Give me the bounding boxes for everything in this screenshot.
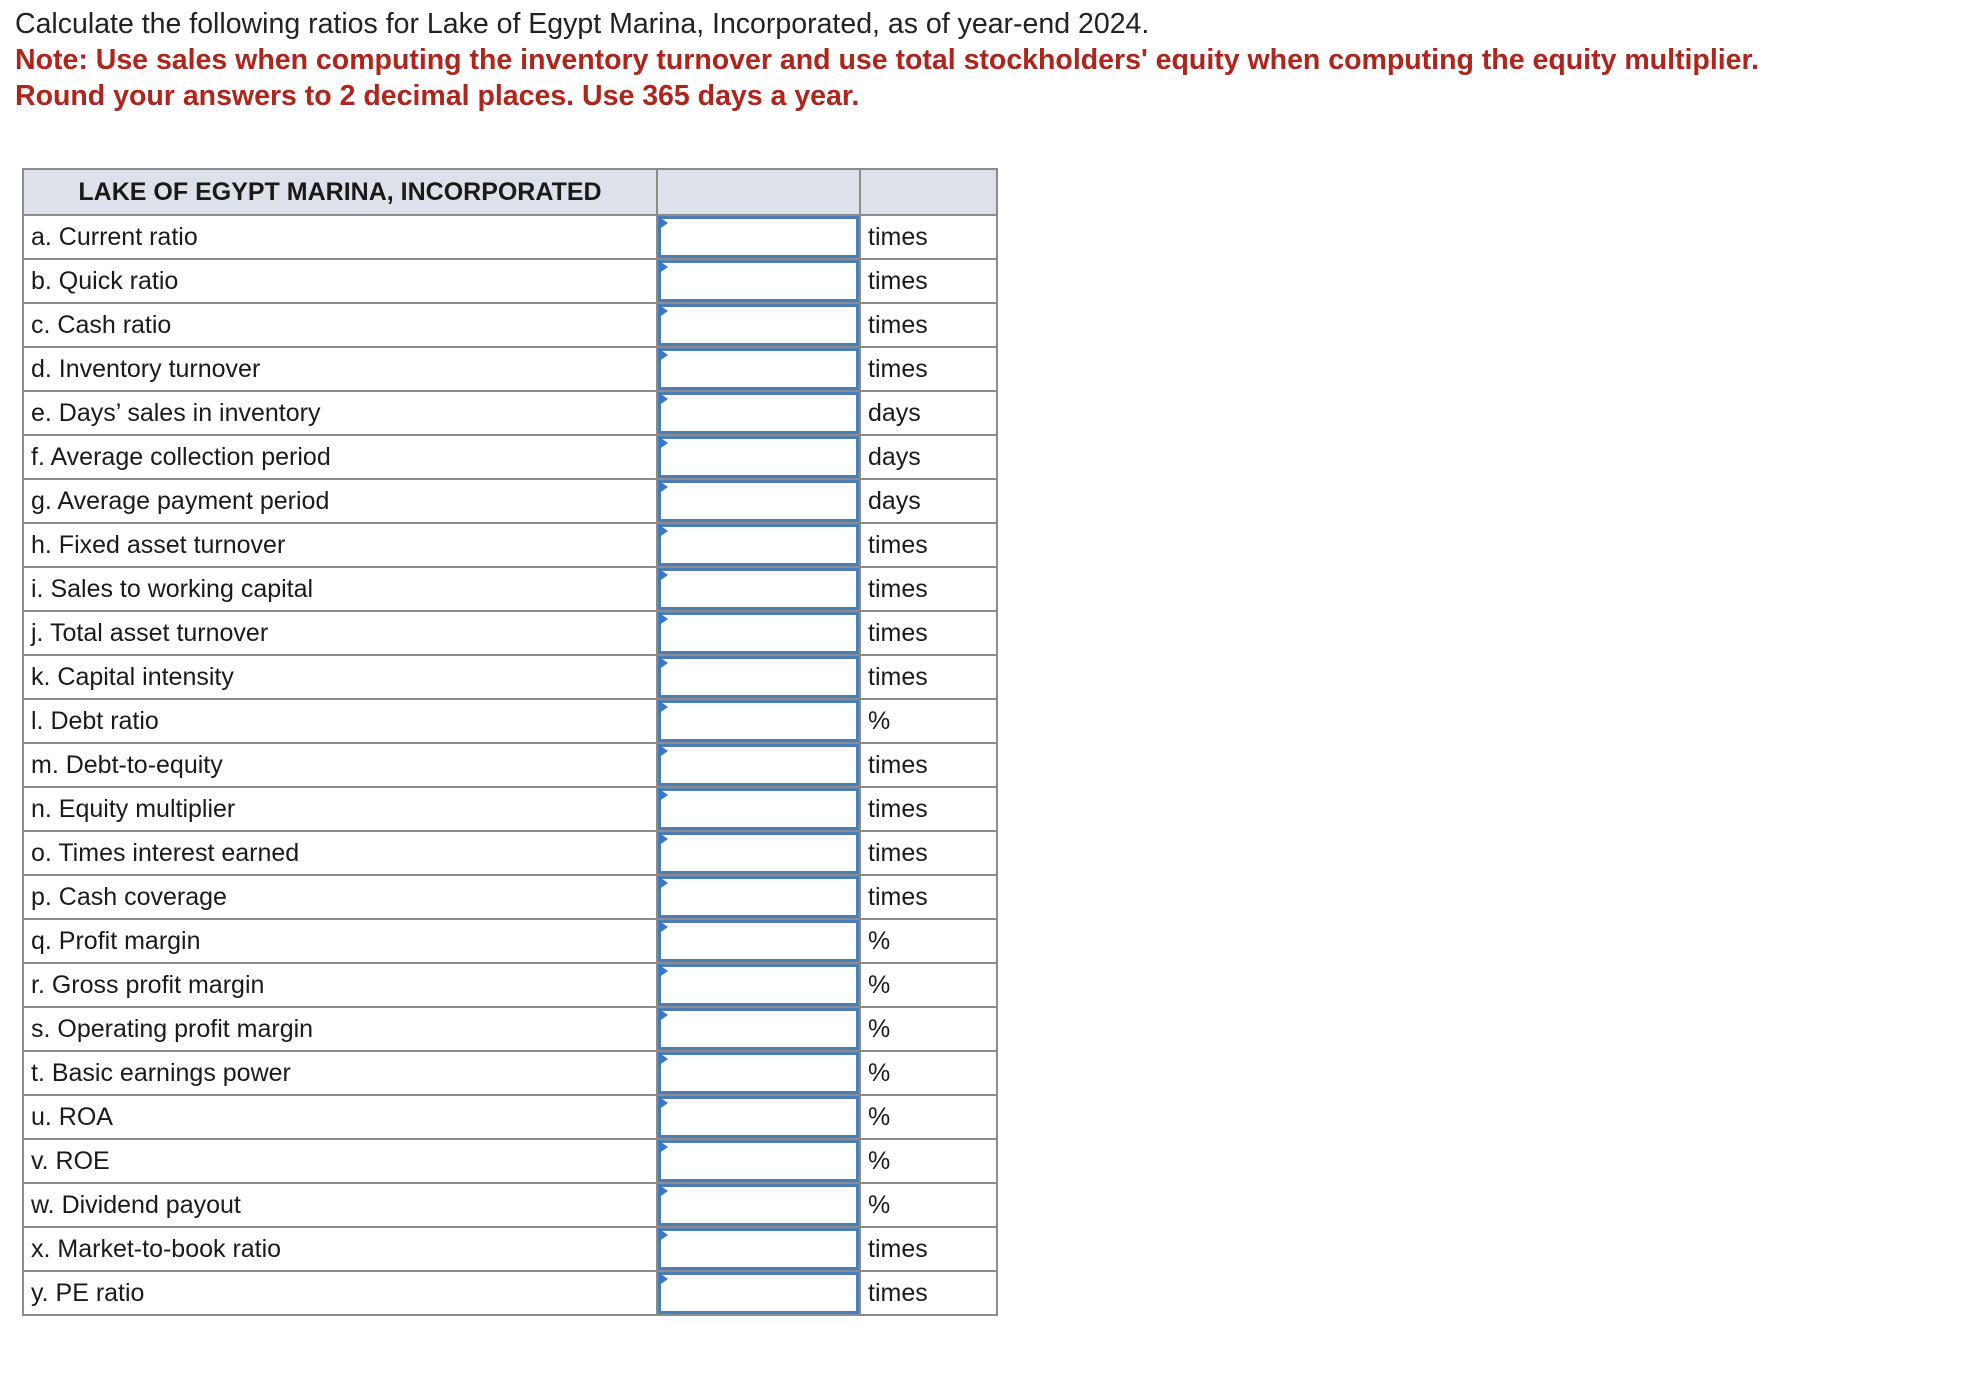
ratio-unit: times: [860, 1227, 997, 1271]
ratio-label: g. Average payment period: [23, 479, 657, 523]
ratio-answer-input[interactable]: [658, 348, 859, 390]
ratio-input-cell: [657, 1227, 860, 1271]
ratio-input-cell: [657, 435, 860, 479]
table-row: [23, 523, 997, 567]
ratio-label: o. Times interest earned: [23, 831, 657, 875]
ratio-unit: %: [860, 1051, 997, 1095]
ratio-input-cell: [657, 1271, 860, 1315]
table-row: [23, 743, 997, 787]
table-row: [23, 303, 997, 347]
ratio-unit: times: [860, 259, 997, 303]
ratio-answer-input[interactable]: [658, 656, 859, 698]
ratio-unit: days: [860, 391, 997, 435]
ratio-unit: times: [860, 347, 997, 391]
ratio-answer-input[interactable]: [658, 964, 859, 1006]
ratio-label: l. Debt ratio: [23, 699, 657, 743]
ratio-input-cell: [657, 919, 860, 963]
ratio-answer-input[interactable]: [658, 436, 859, 478]
ratio-label: u. ROA: [23, 1095, 657, 1139]
ratio-label: p. Cash coverage: [23, 875, 657, 919]
ratio-answer-input[interactable]: [658, 920, 859, 962]
table-row: [23, 347, 997, 391]
ratio-answer-input[interactable]: [658, 524, 859, 566]
ratio-answer-input[interactable]: [658, 788, 859, 830]
ratio-answer-input[interactable]: [658, 216, 859, 258]
ratio-answer-input[interactable]: [658, 480, 859, 522]
ratio-label: j. Total asset turnover: [23, 611, 657, 655]
ratio-unit: times: [860, 787, 997, 831]
table-row: [23, 699, 997, 743]
ratio-answer-input[interactable]: [658, 1052, 859, 1094]
table-row: [23, 259, 997, 303]
ratio-unit: %: [860, 699, 997, 743]
ratio-input-cell: [657, 831, 860, 875]
ratio-unit: times: [860, 1271, 997, 1315]
ratio-input-cell: [657, 347, 860, 391]
company-header: LAKE OF EGYPT MARINA, INCORPORATED: [23, 169, 657, 215]
ratio-label: a. Current ratio: [23, 215, 657, 259]
table-row: [23, 435, 997, 479]
ratio-unit: times: [860, 831, 997, 875]
ratio-unit: %: [860, 1007, 997, 1051]
table-row: [23, 875, 997, 919]
ratio-label: k. Capital intensity: [23, 655, 657, 699]
ratio-unit: times: [860, 303, 997, 347]
ratio-unit: times: [860, 611, 997, 655]
table-row: [23, 1051, 997, 1095]
table-row: [23, 391, 997, 435]
ratio-label: r. Gross profit margin: [23, 963, 657, 1007]
ratio-label: v. ROE: [23, 1139, 657, 1183]
ratio-label: f. Average collection period: [23, 435, 657, 479]
ratio-label: c. Cash ratio: [23, 303, 657, 347]
ratio-unit: days: [860, 479, 997, 523]
table-row: [23, 1183, 997, 1227]
ratio-input-cell: [657, 215, 860, 259]
ratio-label: e. Days’ sales in inventory: [23, 391, 657, 435]
ratio-answer-input[interactable]: [658, 744, 859, 786]
ratio-input-cell: [657, 303, 860, 347]
ratio-unit: times: [860, 655, 997, 699]
table-row: [23, 831, 997, 875]
ratio-label: i. Sales to working capital: [23, 567, 657, 611]
table-row: [23, 963, 997, 1007]
unit-column-header: [860, 169, 997, 215]
ratio-input-cell: [657, 1139, 860, 1183]
ratio-answer-input[interactable]: [658, 1272, 859, 1314]
ratios-table: [22, 168, 998, 1316]
ratio-answer-input[interactable]: [658, 260, 859, 302]
ratio-input-cell: [657, 743, 860, 787]
ratio-input-cell: [657, 479, 860, 523]
ratio-answer-input[interactable]: [658, 700, 859, 742]
ratio-unit: times: [860, 215, 997, 259]
ratio-answer-input[interactable]: [658, 1228, 859, 1270]
table-row: [23, 655, 997, 699]
ratio-unit: %: [860, 1095, 997, 1139]
ratio-input-cell: [657, 259, 860, 303]
ratio-answer-input[interactable]: [658, 832, 859, 874]
ratio-input-cell: [657, 875, 860, 919]
ratio-label: t. Basic earnings power: [23, 1051, 657, 1095]
ratio-input-cell: [657, 523, 860, 567]
ratio-answer-input[interactable]: [658, 1096, 859, 1138]
ratio-label: s. Operating profit margin: [23, 1007, 657, 1051]
table-row: [23, 1227, 997, 1271]
ratio-unit: times: [860, 567, 997, 611]
instructions-rounding: Round your answers to 2 decimal places. Use 365 days a year.: [15, 80, 860, 112]
ratio-answer-input[interactable]: [658, 612, 859, 654]
ratio-unit: %: [860, 919, 997, 963]
ratio-label: w. Dividend payout: [23, 1183, 657, 1227]
ratio-label: m. Debt-to-equity: [23, 743, 657, 787]
ratio-label: d. Inventory turnover: [23, 347, 657, 391]
table-row: [23, 1139, 997, 1183]
ratio-input-cell: [657, 699, 860, 743]
table-row: [23, 787, 997, 831]
table-row: [23, 215, 997, 259]
ratio-input-cell: [657, 1051, 860, 1095]
ratios-table-header: [23, 169, 997, 215]
ratio-unit: %: [860, 963, 997, 1007]
ratio-answer-input[interactable]: [658, 568, 859, 610]
ratio-unit: %: [860, 1183, 997, 1227]
instructions-intro: Calculate the following ratios for Lake of Egypt Marina, Incorporated, as of year-end 2024.: [15, 8, 1150, 40]
ratio-input-cell: [657, 787, 860, 831]
ratio-input-cell: [657, 391, 860, 435]
ratio-input-cell: [657, 963, 860, 1007]
ratio-answer-input[interactable]: [658, 1008, 859, 1050]
ratio-label: n. Equity multiplier: [23, 787, 657, 831]
ratio-label: y. PE ratio: [23, 1271, 657, 1315]
table-row: [23, 919, 997, 963]
ratio-label: q. Profit margin: [23, 919, 657, 963]
ratio-input-cell: [657, 1007, 860, 1051]
ratio-input-cell: [657, 567, 860, 611]
table-row: [23, 1271, 997, 1315]
table-row: [23, 479, 997, 523]
ratio-answer-input[interactable]: [658, 392, 859, 434]
ratio-input-cell: [657, 611, 860, 655]
ratio-label: h. Fixed asset turnover: [23, 523, 657, 567]
ratio-input-cell: [657, 1183, 860, 1227]
ratio-unit: times: [860, 743, 997, 787]
ratio-unit: %: [860, 1139, 997, 1183]
ratio-unit: times: [860, 523, 997, 567]
table-row: [23, 1095, 997, 1139]
ratios-table-body: [23, 215, 997, 1315]
ratio-answer-input[interactable]: [658, 1140, 859, 1182]
ratio-unit: days: [860, 435, 997, 479]
ratio-answer-input[interactable]: [658, 876, 859, 918]
table-row: [23, 611, 997, 655]
ratio-label: b. Quick ratio: [23, 259, 657, 303]
ratio-input-cell: [657, 655, 860, 699]
instructions-block: [15, 6, 1955, 114]
ratio-label: x. Market-to-book ratio: [23, 1227, 657, 1271]
instructions-note: Note: Use sales when computing the inventory turnover and use total stockholders' equity when computing the equity multiplier.: [15, 44, 1759, 76]
table-row: [23, 1007, 997, 1051]
ratio-answer-input[interactable]: [658, 304, 859, 346]
table-row: [23, 567, 997, 611]
ratio-input-cell: [657, 1095, 860, 1139]
ratio-unit: times: [860, 875, 997, 919]
value-column-header: [657, 169, 860, 215]
ratio-answer-input[interactable]: [658, 1184, 859, 1226]
